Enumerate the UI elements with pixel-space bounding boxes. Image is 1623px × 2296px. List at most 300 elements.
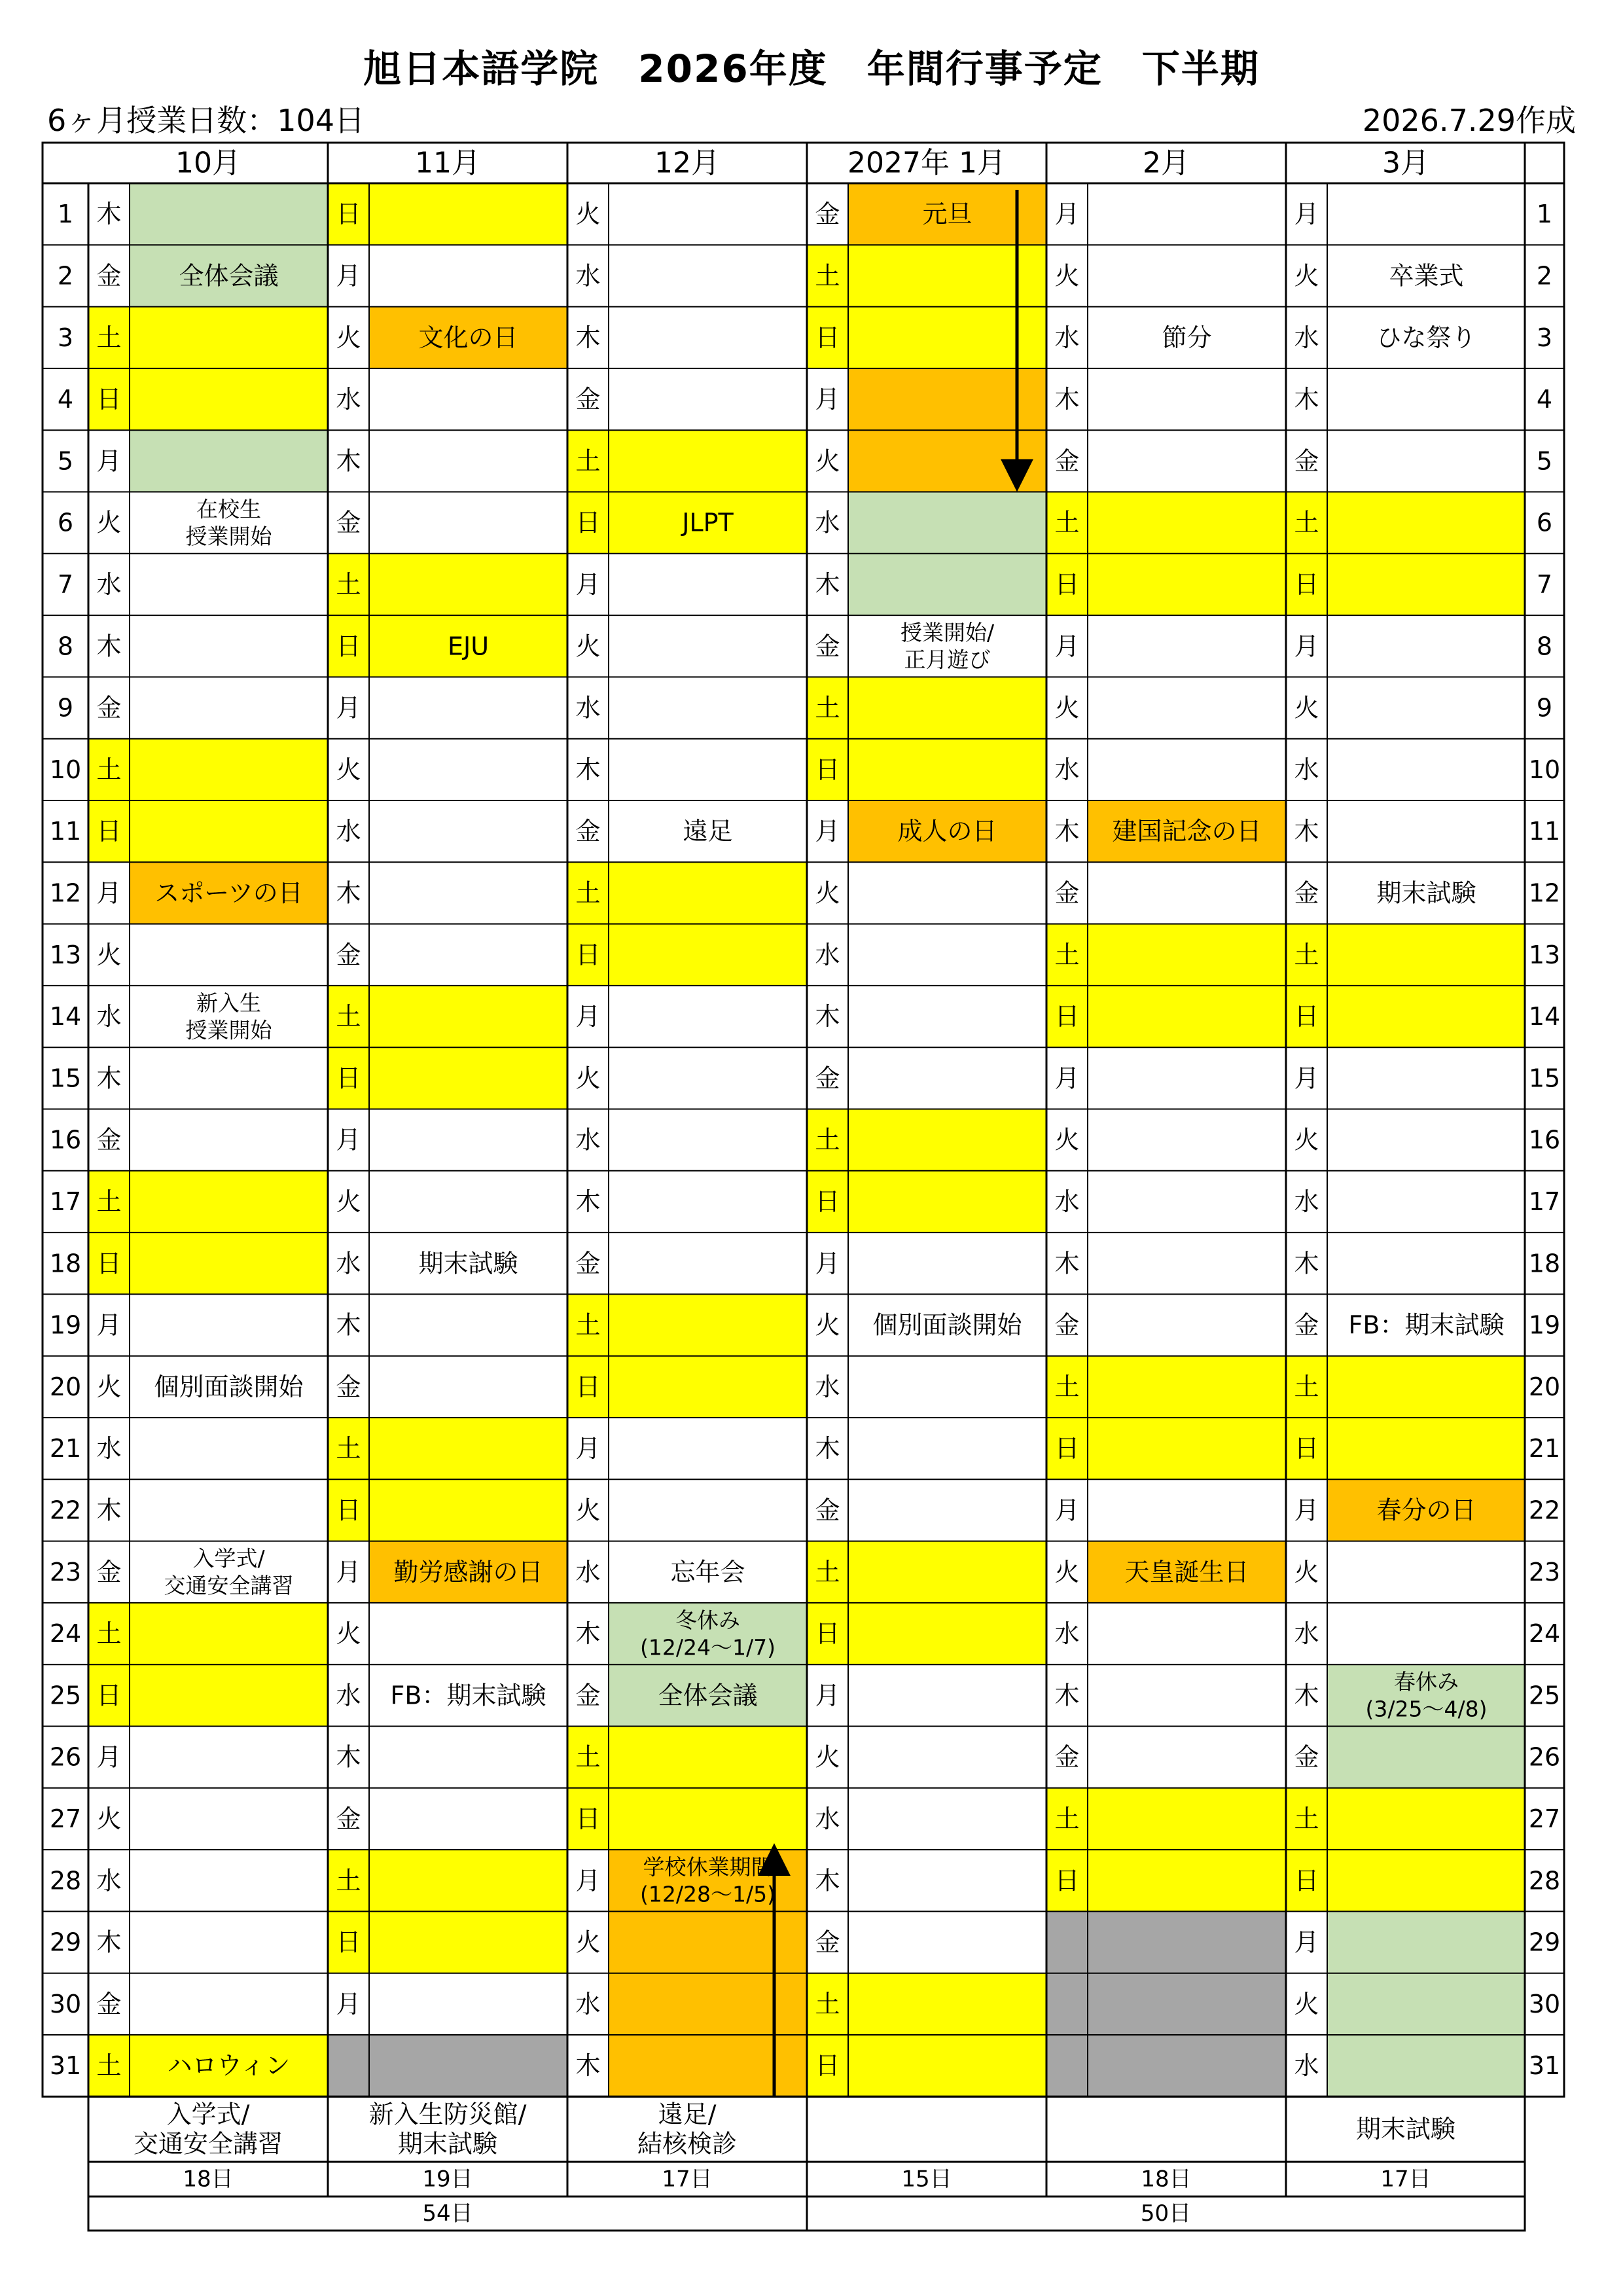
- weekday-cell: 日: [1054, 1866, 1080, 1895]
- month-days-count: 18日: [183, 2166, 234, 2193]
- weekday-cell: 火: [815, 1742, 840, 1772]
- weekday-cell: 火: [96, 1804, 122, 1833]
- weekday-cell: 土: [1054, 940, 1080, 969]
- weekday-cell: 水: [336, 817, 361, 846]
- weekday-cell: 土: [575, 1310, 601, 1340]
- weekday-cell: 金: [575, 817, 601, 846]
- weekday-cell: 木: [96, 200, 122, 229]
- event-label: 個別面談開始: [154, 1372, 304, 1401]
- event-label: (12/28～1/5): [640, 1881, 776, 1907]
- day-number-right: 13: [1528, 940, 1561, 969]
- weekday-cell: 月: [1294, 1496, 1319, 1525]
- month-summary: 交通安全講習: [133, 2129, 283, 2159]
- weekday-cell: 土: [336, 1002, 361, 1031]
- weekday-cell: 土: [575, 878, 601, 908]
- day-number-right: 7: [1536, 569, 1553, 599]
- weekday-cell: 木: [336, 1742, 361, 1772]
- cell-fill-weekend: [328, 1418, 567, 1479]
- weekday-cell: 金: [815, 1928, 840, 1957]
- day-number-right: 4: [1536, 385, 1553, 414]
- weekday-cell: 金: [815, 1064, 840, 1093]
- event-label: JLPT: [682, 508, 734, 537]
- weekday-cell: 金: [575, 385, 601, 414]
- month-header: 2027年 1月: [847, 146, 1006, 180]
- weekday-cell: 月: [1054, 1064, 1080, 1093]
- weekday-cell: 土: [1054, 1372, 1080, 1401]
- weekday-cell: 金: [575, 1681, 601, 1710]
- weekday-cell: 金: [1294, 1742, 1319, 1772]
- weekday-cell: 水: [575, 261, 601, 291]
- weekday-cell: 日: [336, 200, 361, 229]
- event-label: 忘年会: [670, 1557, 745, 1587]
- weekday-cell: 木: [1054, 1249, 1080, 1278]
- weekday-cell: 土: [96, 323, 122, 352]
- day-number-left: 13: [49, 940, 82, 969]
- weekday-cell: 水: [815, 1804, 840, 1833]
- weekday-cell: 水: [96, 1434, 122, 1463]
- weekday-cell: 土: [815, 1125, 840, 1155]
- event-label: 授業開始/: [900, 620, 995, 646]
- weekday-cell: 水: [815, 508, 840, 537]
- cell-fill-unused: [1046, 1911, 1286, 1973]
- event-label: 授業開始: [185, 1017, 272, 1043]
- cell-fill-weekend: [328, 1911, 567, 1973]
- weekday-cell: 月: [1294, 1064, 1319, 1093]
- day-number-right: 9: [1536, 693, 1553, 723]
- weekday-cell: 土: [1294, 940, 1319, 969]
- cell-fill-weekend: [567, 1356, 807, 1418]
- day-number-right: 12: [1528, 878, 1561, 908]
- weekday-cell: 土: [815, 693, 840, 723]
- weekday-cell: 火: [575, 200, 601, 229]
- event-label: (12/24～1/7): [640, 1634, 776, 1660]
- weekday-cell: 水: [575, 693, 601, 723]
- day-number-right: 28: [1528, 1866, 1561, 1895]
- cell-fill-weekend: [88, 307, 328, 368]
- cell-fill-weekend: [88, 800, 328, 862]
- day-number-left: 9: [57, 693, 74, 723]
- cell-fill-weekend: [1286, 986, 1525, 1047]
- cell-fill-weekend: [807, 677, 1046, 738]
- weekday-cell: 金: [1294, 446, 1319, 476]
- weekday-cell: 月: [815, 1681, 840, 1710]
- cell-fill-weekend: [1046, 1356, 1286, 1418]
- weekday-cell: 水: [815, 1372, 840, 1401]
- event-label: (3/25～4/8): [1365, 1696, 1488, 1722]
- teaching-days-label: 6ヶ月授業日数：104日: [47, 103, 365, 138]
- day-number-left: 22: [49, 1496, 82, 1525]
- month-days-count: 15日: [901, 2166, 952, 2193]
- cell-fill-weekend: [1046, 1418, 1286, 1479]
- event-label: 交通安全講習: [164, 1572, 294, 1598]
- cell-fill-weekend: [1046, 1850, 1286, 1911]
- cell-fill-vacation: [848, 554, 1046, 615]
- weekday-cell: 水: [1054, 1187, 1080, 1216]
- cell-fill-unused: [1046, 2035, 1286, 2096]
- weekday-cell: 土: [336, 1434, 361, 1463]
- day-number-right: 19: [1528, 1310, 1561, 1340]
- weekday-cell: 土: [336, 1866, 361, 1895]
- cell-fill-weekend: [807, 739, 1046, 800]
- weekday-cell: 火: [1054, 261, 1080, 291]
- weekday-cell: 水: [575, 1557, 601, 1587]
- weekday-cell: 木: [815, 569, 840, 599]
- event-label: FB：期末試験: [390, 1681, 546, 1710]
- cell-fill-vacation: [1327, 1973, 1525, 2035]
- cell-fill-vacation: [1327, 1727, 1525, 1788]
- weekday-cell: 水: [336, 385, 361, 414]
- weekday-cell: 土: [1294, 1372, 1319, 1401]
- weekday-cell: 月: [1294, 632, 1319, 661]
- event-label: FB：期末試験: [1348, 1310, 1505, 1340]
- weekday-cell: 金: [1054, 1742, 1080, 1772]
- day-number-left: 7: [57, 569, 74, 599]
- weekday-cell: 木: [575, 1187, 601, 1216]
- day-number-left: 11: [49, 817, 82, 846]
- day-number-right: 14: [1528, 1002, 1561, 1031]
- weekday-cell: 水: [575, 1125, 601, 1155]
- weekday-cell: 火: [575, 1928, 601, 1957]
- weekday-cell: 土: [1294, 508, 1319, 537]
- cell-fill-weekend: [1046, 924, 1286, 986]
- weekday-cell: 土: [96, 755, 122, 784]
- month-header: 12月: [654, 146, 720, 180]
- cell-fill-weekend: [567, 862, 807, 924]
- cell-fill-weekend: [328, 1047, 567, 1109]
- weekday-cell: 金: [815, 632, 840, 661]
- weekday-cell: 火: [575, 1496, 601, 1525]
- cell-fill-holiday: [609, 1973, 807, 2035]
- day-number-right: 2: [1536, 261, 1553, 291]
- month-days-count: 17日: [1380, 2166, 1431, 2193]
- weekday-cell: 水: [1294, 1187, 1319, 1216]
- day-number-left: 15: [49, 1064, 82, 1093]
- day-number-right: 21: [1528, 1434, 1561, 1463]
- cell-fill-vacation: [130, 183, 328, 245]
- cell-fill-unused: [1046, 1973, 1286, 2035]
- weekday-cell: 金: [815, 200, 840, 229]
- month-header: 2月: [1143, 146, 1190, 180]
- weekday-cell: 木: [96, 1928, 122, 1957]
- day-number-right: 18: [1528, 1249, 1561, 1278]
- event-label: 全体会議: [658, 1681, 758, 1710]
- weekday-cell: 木: [575, 323, 601, 352]
- month-summary: 入学式/: [166, 2100, 250, 2129]
- month-header: 3月: [1382, 146, 1429, 180]
- day-number-right: 20: [1528, 1372, 1561, 1401]
- cell-fill-weekend: [1046, 986, 1286, 1047]
- weekday-cell: 日: [336, 632, 361, 661]
- weekday-cell: 日: [575, 1372, 601, 1401]
- day-number-left: 8: [57, 632, 74, 661]
- weekday-cell: 金: [336, 508, 361, 537]
- day-number-left: 31: [49, 2051, 82, 2081]
- cell-fill-vacation: [1327, 2035, 1525, 2096]
- event-label: 冬休み: [675, 1607, 740, 1633]
- cell-fill-unused: [328, 2035, 567, 2096]
- created-date: 2026.7.29作成: [1362, 103, 1576, 138]
- weekday-cell: 水: [1294, 1619, 1319, 1649]
- weekday-cell: 水: [1054, 1619, 1080, 1649]
- cell-fill-weekend: [88, 368, 328, 430]
- weekday-cell: 木: [575, 2051, 601, 2081]
- month-summary: 遠足/: [658, 2100, 717, 2129]
- cell-fill-weekend: [88, 1664, 328, 1726]
- weekday-cell: 金: [575, 1249, 601, 1278]
- weekday-cell: 木: [1294, 1249, 1319, 1278]
- day-number-right: 6: [1536, 508, 1553, 537]
- weekday-cell: 日: [336, 1496, 361, 1525]
- weekday-cell: 火: [1294, 1989, 1319, 2018]
- half-total-first: 54日: [422, 2200, 473, 2227]
- day-number-left: 29: [49, 1928, 82, 1957]
- event-label: 元旦: [922, 200, 972, 229]
- weekday-cell: 火: [815, 878, 840, 908]
- day-number-left: 4: [57, 385, 74, 414]
- cell-fill-weekend: [807, 1973, 1046, 2035]
- month-header: 10月: [175, 146, 241, 180]
- weekday-cell: 土: [815, 1989, 840, 2018]
- event-label: 勤労感謝の日: [393, 1557, 543, 1587]
- weekday-cell: 月: [1054, 1496, 1080, 1525]
- cell-fill-vacation: [1327, 1911, 1525, 1973]
- weekday-cell: 日: [96, 1681, 122, 1710]
- weekday-cell: 金: [336, 940, 361, 969]
- weekday-cell: 火: [575, 1064, 601, 1093]
- day-number-right: 17: [1528, 1187, 1561, 1216]
- weekday-cell: 月: [336, 1989, 361, 2018]
- month-days-count: 19日: [422, 2166, 473, 2193]
- event-label: 天皇誕生日: [1124, 1557, 1249, 1587]
- day-number-left: 21: [49, 1434, 82, 1463]
- weekday-cell: 火: [1294, 261, 1319, 291]
- weekday-cell: 火: [336, 323, 361, 352]
- weekday-cell: 金: [96, 1125, 122, 1155]
- weekday-cell: 月: [815, 385, 840, 414]
- weekday-cell: 日: [1294, 569, 1319, 599]
- weekday-cell: 土: [1054, 508, 1080, 537]
- weekday-cell: 土: [575, 1742, 601, 1772]
- weekday-cell: 日: [96, 1249, 122, 1278]
- event-label: 正月遊び: [904, 647, 991, 673]
- weekday-cell: 土: [96, 2051, 122, 2081]
- event-label: 成人の日: [897, 817, 997, 846]
- month-days-count: 17日: [662, 2166, 713, 2193]
- weekday-cell: 月: [96, 446, 122, 476]
- weekday-cell: 月: [336, 1557, 361, 1587]
- weekday-cell: 月: [1054, 200, 1080, 229]
- cell-fill-weekend: [807, 2035, 1046, 2096]
- day-number-right: 1: [1536, 200, 1553, 229]
- weekday-cell: 木: [336, 1310, 361, 1340]
- day-number-left: 27: [49, 1804, 82, 1833]
- day-number-left: 16: [49, 1125, 82, 1155]
- event-label: 卒業式: [1389, 261, 1464, 291]
- event-label: 新入生: [196, 990, 261, 1016]
- weekday-cell: 月: [96, 1310, 122, 1340]
- month-summary: 結核検診: [637, 2129, 738, 2159]
- weekday-cell: 火: [96, 1372, 122, 1401]
- cell-fill-weekend: [1286, 1788, 1525, 1850]
- day-number-right: 29: [1528, 1928, 1561, 1957]
- event-label: スポーツの日: [154, 878, 303, 908]
- weekday-cell: 金: [96, 693, 122, 723]
- weekday-cell: 木: [96, 1496, 122, 1525]
- weekday-cell: 金: [96, 261, 122, 291]
- weekday-cell: 金: [1294, 1310, 1319, 1340]
- day-number-right: 15: [1528, 1064, 1561, 1093]
- weekday-cell: 火: [815, 1310, 840, 1340]
- weekday-cell: 日: [1294, 1434, 1319, 1463]
- weekday-cell: 水: [96, 1866, 122, 1895]
- weekday-cell: 日: [1294, 1866, 1319, 1895]
- day-number-left: 10: [49, 755, 82, 784]
- day-number-left: 5: [57, 446, 74, 476]
- cell-fill-weekend: [1286, 1356, 1525, 1418]
- weekday-cell: 水: [1054, 323, 1080, 352]
- weekday-cell: 火: [336, 755, 361, 784]
- weekday-cell: 月: [575, 1866, 601, 1895]
- weekday-cell: 火: [575, 632, 601, 661]
- cell-fill-weekend: [88, 1232, 328, 1294]
- cell-fill-weekend: [567, 1294, 807, 1355]
- weekday-cell: 木: [815, 1002, 840, 1031]
- weekday-cell: 木: [1294, 1681, 1319, 1710]
- weekday-cell: 土: [815, 1557, 840, 1587]
- month-summary: 期末試験: [397, 2129, 498, 2159]
- month-days-count: 18日: [1141, 2166, 1192, 2193]
- cell-fill-weekend: [328, 554, 567, 615]
- cell-fill-vacation: [848, 492, 1046, 554]
- day-number-right: 11: [1528, 817, 1561, 846]
- weekday-cell: 土: [1054, 1804, 1080, 1833]
- weekday-cell: 火: [1294, 1557, 1319, 1587]
- day-number-left: 28: [49, 1866, 82, 1895]
- day-number-left: 23: [49, 1557, 82, 1587]
- event-label: 個別面談開始: [872, 1310, 1022, 1340]
- weekday-cell: 水: [1294, 755, 1319, 784]
- month-header: 11月: [415, 146, 480, 180]
- day-number-right: 22: [1528, 1496, 1561, 1525]
- cell-fill-weekend: [88, 1171, 328, 1232]
- day-number-left: 19: [49, 1310, 82, 1340]
- day-number-left: 18: [49, 1249, 82, 1278]
- cell-fill-weekend: [807, 1541, 1046, 1603]
- weekday-cell: 日: [575, 508, 601, 537]
- weekday-cell: 水: [336, 1249, 361, 1278]
- weekday-cell: 日: [1054, 569, 1080, 599]
- weekday-cell: 水: [1294, 323, 1319, 352]
- weekday-cell: 日: [815, 1619, 840, 1649]
- event-label: 学校休業期間: [643, 1854, 773, 1880]
- weekday-cell: 日: [815, 323, 840, 352]
- event-label: 春休み: [1394, 1669, 1459, 1695]
- weekday-cell: 土: [336, 569, 361, 599]
- weekday-cell: 金: [96, 1557, 122, 1587]
- weekday-cell: 火: [1054, 1557, 1080, 1587]
- cell-fill-weekend: [1046, 492, 1286, 554]
- event-label: ハロウィン: [167, 2051, 291, 2081]
- event-label: 春分の日: [1376, 1496, 1476, 1525]
- weekday-cell: 月: [575, 1002, 601, 1031]
- event-label: 全体会議: [179, 261, 279, 291]
- weekday-cell: 土: [96, 1187, 122, 1216]
- event-label: EJU: [447, 632, 490, 661]
- day-number-right: 25: [1528, 1681, 1561, 1710]
- weekday-cell: 火: [1294, 1125, 1319, 1155]
- cell-fill-weekend: [328, 1850, 567, 1911]
- weekday-cell: 日: [96, 385, 122, 414]
- cell-fill-weekend: [88, 1603, 328, 1664]
- cell-fill-weekend: [328, 1479, 567, 1541]
- weekday-cell: 木: [1054, 1681, 1080, 1710]
- event-label: 遠足: [683, 817, 733, 846]
- event-label: 期末試験: [418, 1249, 518, 1278]
- day-number-left: 24: [49, 1619, 82, 1649]
- weekday-cell: 火: [815, 446, 840, 476]
- cell-fill-weekend: [328, 986, 567, 1047]
- weekday-cell: 木: [815, 1866, 840, 1895]
- weekday-cell: 木: [575, 755, 601, 784]
- day-number-left: 17: [49, 1187, 82, 1216]
- weekday-cell: 金: [1054, 1310, 1080, 1340]
- weekday-cell: 日: [336, 1928, 361, 1957]
- day-number-left: 30: [49, 1989, 82, 2018]
- day-number-right: 16: [1528, 1125, 1561, 1155]
- weekday-cell: 火: [1054, 693, 1080, 723]
- weekday-cell: 月: [1054, 632, 1080, 661]
- weekday-cell: 木: [575, 1619, 601, 1649]
- cell-fill-weekend: [1286, 554, 1525, 615]
- cell-fill-weekend: [1286, 1418, 1525, 1479]
- cell-fill-holiday: [609, 2035, 807, 2096]
- weekday-cell: 日: [575, 1804, 601, 1833]
- day-number-right: 23: [1528, 1557, 1561, 1587]
- day-number-left: 14: [49, 1002, 82, 1031]
- weekday-cell: 金: [96, 1989, 122, 2018]
- cell-fill-weekend: [1046, 1788, 1286, 1850]
- day-number-left: 2: [57, 261, 74, 291]
- cell-fill-weekend: [1286, 492, 1525, 554]
- cell-fill-weekend: [807, 245, 1046, 306]
- weekday-cell: 火: [336, 1187, 361, 1216]
- half-total-second: 50日: [1140, 2200, 1192, 2227]
- cell-fill-weekend: [807, 1171, 1046, 1232]
- event-label: 在校生: [196, 496, 261, 522]
- day-number-right: 24: [1528, 1619, 1561, 1649]
- weekday-cell: 日: [96, 817, 122, 846]
- weekday-cell: 金: [336, 1804, 361, 1833]
- cell-fill-weekend: [328, 183, 567, 245]
- event-label: ひな祭り: [1376, 323, 1476, 352]
- day-number-right: 26: [1528, 1742, 1561, 1772]
- cell-fill-weekend: [807, 1603, 1046, 1664]
- weekday-cell: 日: [336, 1064, 361, 1093]
- weekday-cell: 火: [1294, 693, 1319, 723]
- event-label: 建国記念の日: [1112, 817, 1262, 846]
- weekday-cell: 金: [1054, 446, 1080, 476]
- weekday-cell: 木: [1294, 817, 1319, 846]
- weekday-cell: 水: [96, 569, 122, 599]
- event-label: 節分: [1162, 323, 1212, 352]
- cell-fill-weekend: [88, 739, 328, 800]
- weekday-cell: 水: [96, 1002, 122, 1031]
- event-label: 授業開始: [185, 523, 272, 549]
- cell-fill-weekend: [1286, 924, 1525, 986]
- weekday-cell: 月: [96, 878, 122, 908]
- weekday-cell: 月: [575, 1434, 601, 1463]
- day-number-right: 10: [1528, 755, 1561, 784]
